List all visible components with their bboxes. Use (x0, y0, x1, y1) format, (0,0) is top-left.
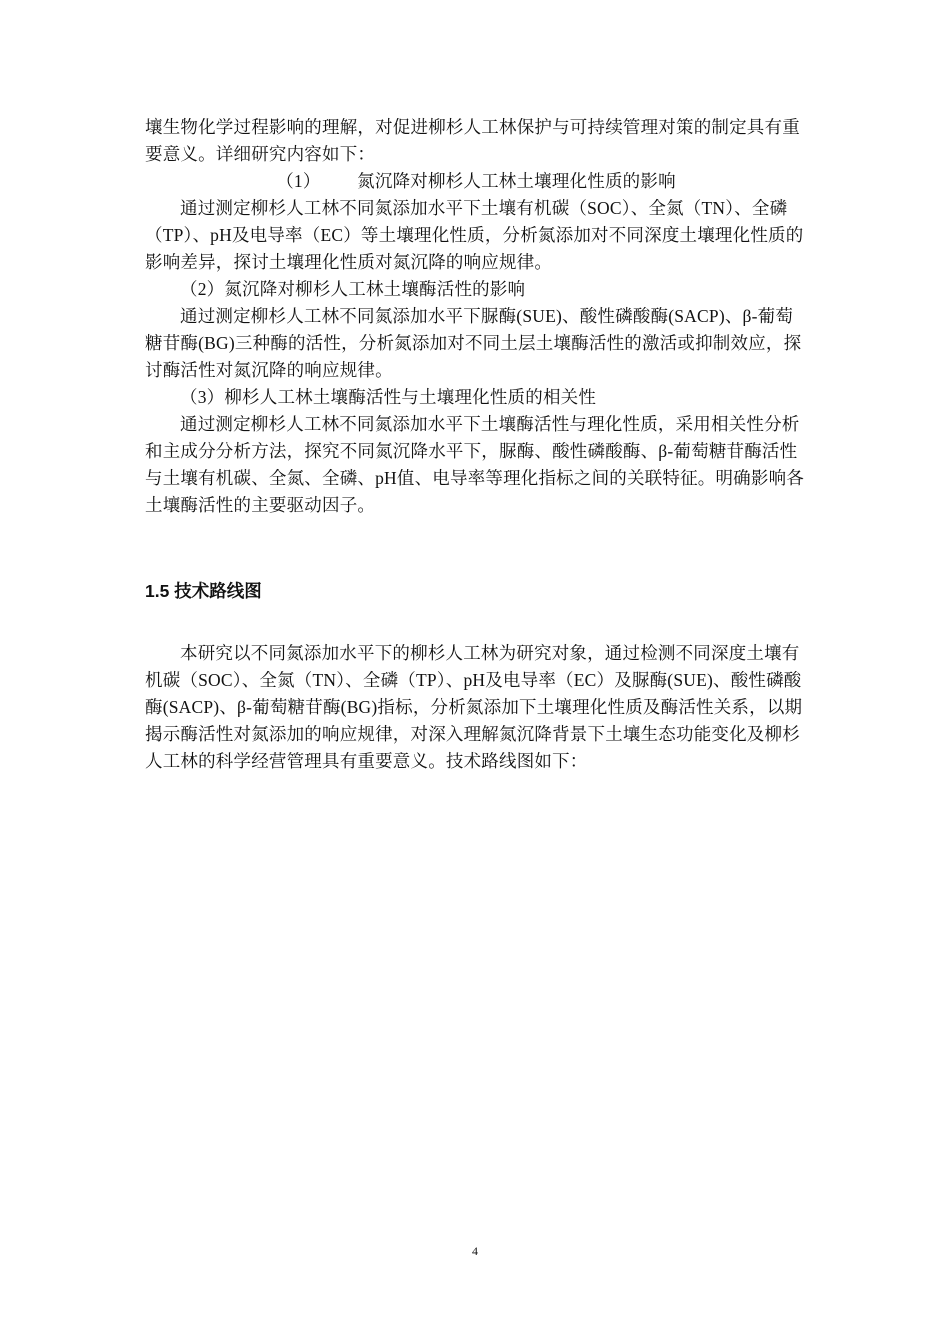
intro-paragraph: 壤生物化学过程影响的理解，对促进柳杉人工林保护与可持续管理对策的制定具有重要意义。详细研究内容如下： (145, 117, 800, 164)
page-number: 4 (472, 1244, 478, 1258)
item1-body: 通过测定柳杉人工林不同氮添加水平下土壤有机碳（SOC）、全氮（TN）、全磷（TP）、pH及电导率（EC）等土壤理化性质，分析氮添加对不同深度土壤理化性质的影响差异，探讨土壤理化性质对氮沉降的响应规律。 (145, 198, 804, 272)
technical-route-paragraph: 本研究以不同氮添加水平下的柳杉人工林为研究对象，通过检测不同深度土壤有机碳（SOC）、全氮（TN）、全磷（TP）、pH及电导率（EC）及脲酶(SUE)、酸性磷酸酶(SACP)、β-葡萄糖苷酶(BG)指标，分析氮添加下土壤理化性质及酶活性关系，以期揭示酶活性对氮添加的响应规律，对深入理解氮沉降背景下土壤生态功能变化及柳杉人工林的科学经营管理具有重要意义。技术路线图如下： (145, 643, 803, 771)
item2-heading: （2）氮沉降对柳杉人工林土壤酶活性的影响 (180, 279, 526, 299)
research-content-block (145, 114, 807, 519)
section-heading-1-5: 1.5 技术路线图 (145, 581, 262, 601)
item2-body: 通过测定柳杉人工林不同氮添加水平下脲酶(SUE)、酸性磷酸酶(SACP)、β-葡萄糖苷酶(BG)三种酶的活性，分析氮添加对不同土层土壤酶活性的激活或抑制效应，探讨酶活性对氮沉降的响应规律。 (145, 306, 802, 380)
technical-route-block (145, 640, 807, 775)
item3-body: 通过测定柳杉人工林不同氮添加水平下土壤酶活性与理化性质，采用相关性分析和主成分分析方法，探究不同氮沉降水平下，脲酶、酸性磷酸酶、β-葡萄糖苷酶活性与土壤有机碳、全氮、全磷、pH值、电导率等理化指标之间的关联特征。明确影响各土壤酶活性的主要驱动因子。 (145, 414, 804, 515)
item3-heading: （3）柳杉人工林土壤酶活性与土壤理化性质的相关性 (180, 387, 597, 407)
item1-heading: （1） 氮沉降对柳杉人工林土壤理化性质的影响 (276, 171, 676, 191)
